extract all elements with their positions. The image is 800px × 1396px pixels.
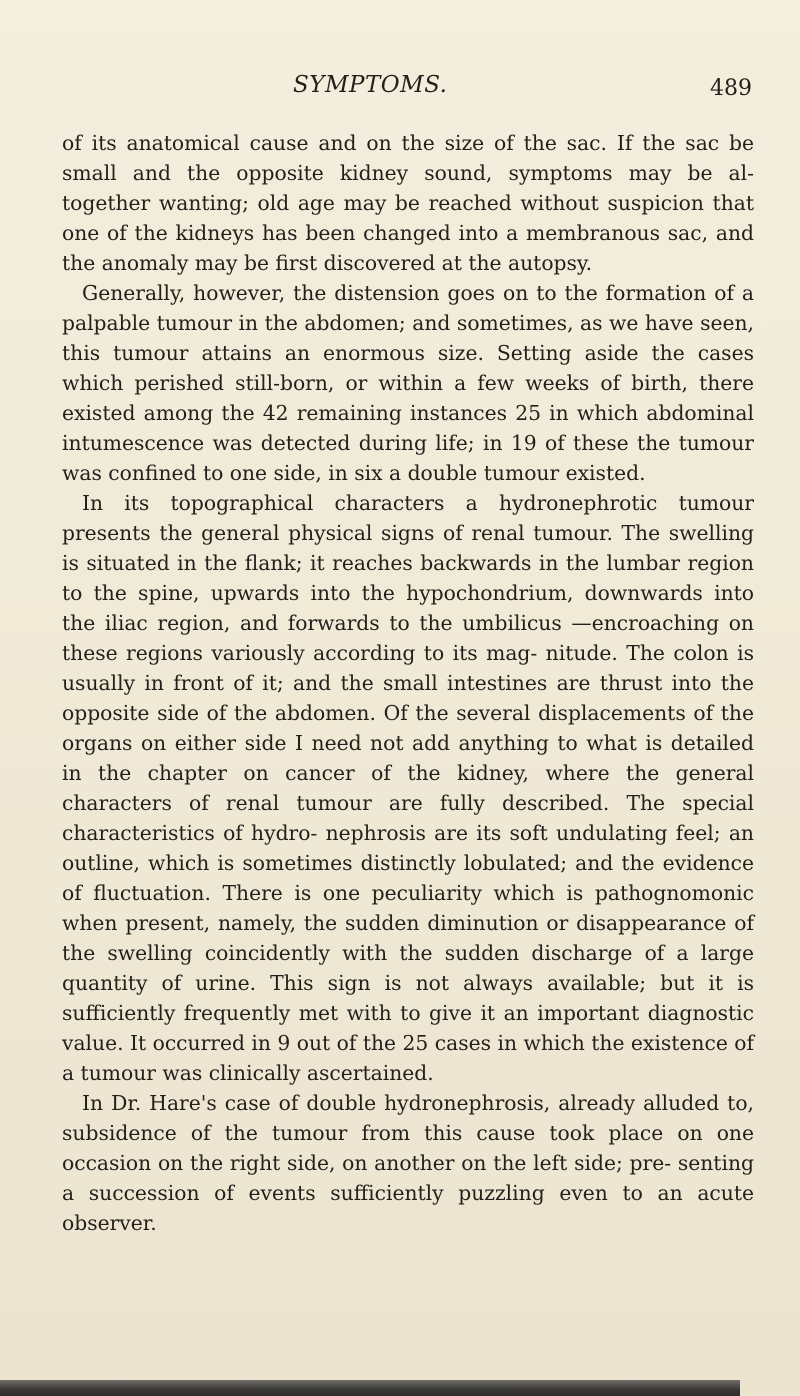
running-title: SYMPTOMS. (293, 72, 448, 98)
running-head (0, 68, 800, 108)
body-text (62, 128, 754, 1238)
paragraph-4: In Dr. Hare's case of double hydronephrosis, already alluded to, subsidence of the tumour from this cause took place on one occasion on the right side, on another on the left side; pre- senting a succession of events sufficiently puzzling even to an acute observer. (62, 1091, 754, 1235)
paragraph-2: Generally, however, the distension goes on to the formation of a palpable tumour in the abdomen; and sometimes, as we have seen, this tumour attains an enormous size. Setting aside the cases which perished still-born, or within a few weeks of birth, there existed among the 42 remaining instances 25 in which abdominal intumescence was detected during life; in 19 of these the tumour was confined to one side, in six a double tumour existed. (62, 281, 754, 485)
paragraph-3: In its topographical characters a hydronephrotic tumour presents the general physical signs of renal tumour. The swelling is situated in the flank; it reaches backwards in the lumbar region to the spine, upwards into the hypochondrium, downwards into the iliac region, and forwards to the umbilicus —encroaching on these regions variously according to its mag- nitude. The colon is usually in front of it; and the small intestines are thrust into the opposite side of the abdomen. Of the several displacements of the organs on either side I need not add anything to what is detailed in the chapter on cancer of the kidney, where the general characters of renal tumour are fully described. The special characteristics of hydro- nephrosis are its soft undulating feel; an outline, which is sometimes distinctly lobulated; and the evidence of fluctuation. There is one peculiarity which is pathognomonic when present, namely, the sudden diminution or disappearance of the swelling coincidently with the sudden discharge of a large quantity of urine. This sign is not always available; but it is sufficiently frequently met with to give it an important diagnostic value. It occurred in 9 out of the 25 cases in which the existence of a tumour was clinically ascertained. (62, 491, 754, 1085)
paragraph-1: of its anatomical cause and on the size of the sac. If the sac be small and the opposite kidney sound, symptoms may be al- together wanting; old age may be reached without suspicion that one of the kidneys has been changed into a membranous sac, and the anomaly may be first discovered at the autopsy. (62, 131, 754, 275)
scan-bottom-edge (0, 1380, 740, 1396)
page-number: 489 (710, 76, 752, 101)
